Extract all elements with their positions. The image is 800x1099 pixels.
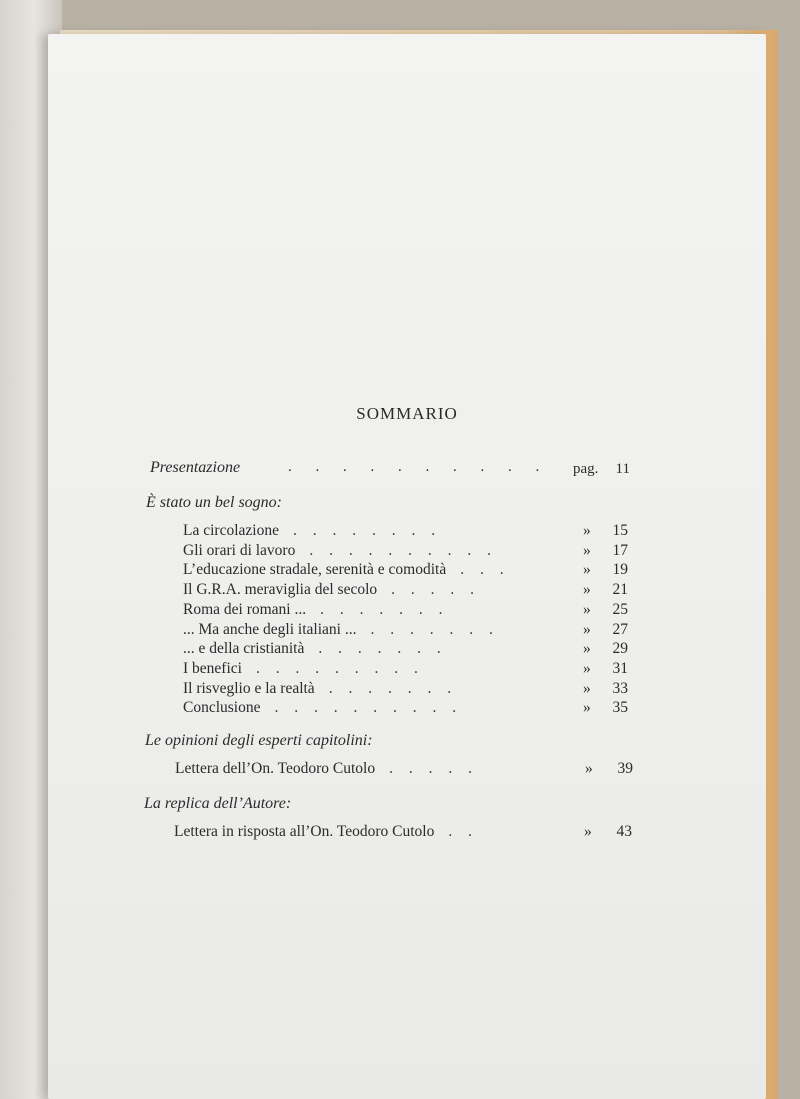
- section-title: Le opinioni degli esperti capitolini:: [145, 732, 373, 749]
- toc-entry-label: Gli orari di lavoro: [183, 541, 296, 559]
- page-number: 15: [612, 522, 628, 539]
- page-number: 43: [616, 823, 632, 840]
- toc-entry-label: Il G.R.A. meraviglia del secolo: [183, 581, 378, 599]
- toc-entry: [175, 760, 635, 778]
- leader-dots: . . . . .: [389, 760, 478, 777]
- toc-entry: [183, 699, 643, 717]
- leader-dots: . . . . . . . . .: [255, 659, 424, 677]
- section-title: La replica dell’Autore:: [144, 795, 292, 812]
- page-number: 21: [612, 581, 628, 599]
- toc-entry-label: ... Ma anche degli italiani ...: [183, 620, 357, 638]
- leader-dots: . . . . . . . .: [292, 522, 442, 539]
- page-marker: »: [583, 659, 591, 677]
- page-number: 29: [612, 640, 628, 658]
- toc-entry: [183, 621, 643, 639]
- leader-dots: . . . . . . .: [370, 620, 499, 638]
- leader-dots: . . . . . . . . . .: [288, 459, 550, 475]
- page-number: 31: [612, 659, 628, 677]
- page-marker: »: [585, 760, 593, 777]
- page-marker: »: [583, 522, 591, 539]
- leader-dots: . . . . . . . . . .: [309, 541, 497, 559]
- section-title: È stato un bel sogno:: [146, 494, 282, 511]
- toc-entry-label: I benefici: [183, 659, 242, 677]
- toc-entry-label: Il risveglio e la realtà: [183, 679, 315, 697]
- leader-dots: . . .: [460, 561, 510, 579]
- page-marker: »: [583, 620, 591, 638]
- toc-entry: [183, 601, 643, 619]
- toc-entry: [183, 581, 643, 599]
- page-number: 11: [615, 461, 630, 477]
- leader-dots: . . . . .: [391, 581, 481, 599]
- page-title: SOMMARIO: [356, 404, 458, 423]
- page-marker: »: [584, 823, 592, 840]
- toc-entry: [174, 823, 634, 841]
- page-marker: »: [583, 679, 591, 697]
- leader-dots: . . . . . . .: [328, 679, 458, 697]
- page-marker: »: [583, 581, 591, 599]
- document-page: [48, 34, 766, 1099]
- page-number: 27: [612, 620, 628, 638]
- toc-entry: [183, 660, 643, 678]
- page-marker: »: [583, 640, 591, 658]
- page-number: 39: [617, 760, 633, 777]
- toc-entry-label: Lettera dell’On. Teodoro Cutolo: [175, 760, 376, 777]
- toc-entry: [183, 680, 643, 698]
- toc-entry-presentazione: [150, 459, 630, 479]
- page-number: 17: [612, 541, 628, 559]
- leader-dots: . . . . . . .: [320, 600, 449, 618]
- toc-entry-label: Roma dei romani ...: [183, 600, 307, 618]
- page-marker: »: [583, 541, 591, 559]
- leader-dots: . . . . . . . . . .: [274, 699, 463, 717]
- toc-entry-label: Lettera in risposta all’On. Teodoro Cutolo: [174, 823, 435, 840]
- page-number: 25: [612, 600, 628, 618]
- toc-entry: [183, 561, 643, 579]
- page-marker: »: [583, 699, 591, 717]
- toc-entry: [183, 542, 643, 560]
- toc-entry: [183, 522, 643, 540]
- page-marker: »: [583, 600, 591, 618]
- toc-entry-label: Presentazione: [150, 459, 241, 476]
- page-number: 35: [612, 699, 628, 717]
- toc-entry-label: Conclusione: [183, 699, 261, 717]
- leader-dots: . .: [448, 823, 478, 840]
- toc-entry: [183, 640, 643, 658]
- toc-entry-label: La circolazione: [183, 522, 279, 539]
- page-marker: »: [583, 561, 591, 579]
- page-number: 19: [612, 561, 628, 579]
- toc-entry-label: ... e della cristianità: [183, 640, 305, 658]
- toc-entry-label: L’educazione stradale, serenità e comodità: [183, 561, 447, 579]
- page-marker: pag.: [573, 461, 599, 477]
- leader-dots: . . . . . . .: [318, 640, 447, 658]
- page-number: 33: [612, 679, 628, 697]
